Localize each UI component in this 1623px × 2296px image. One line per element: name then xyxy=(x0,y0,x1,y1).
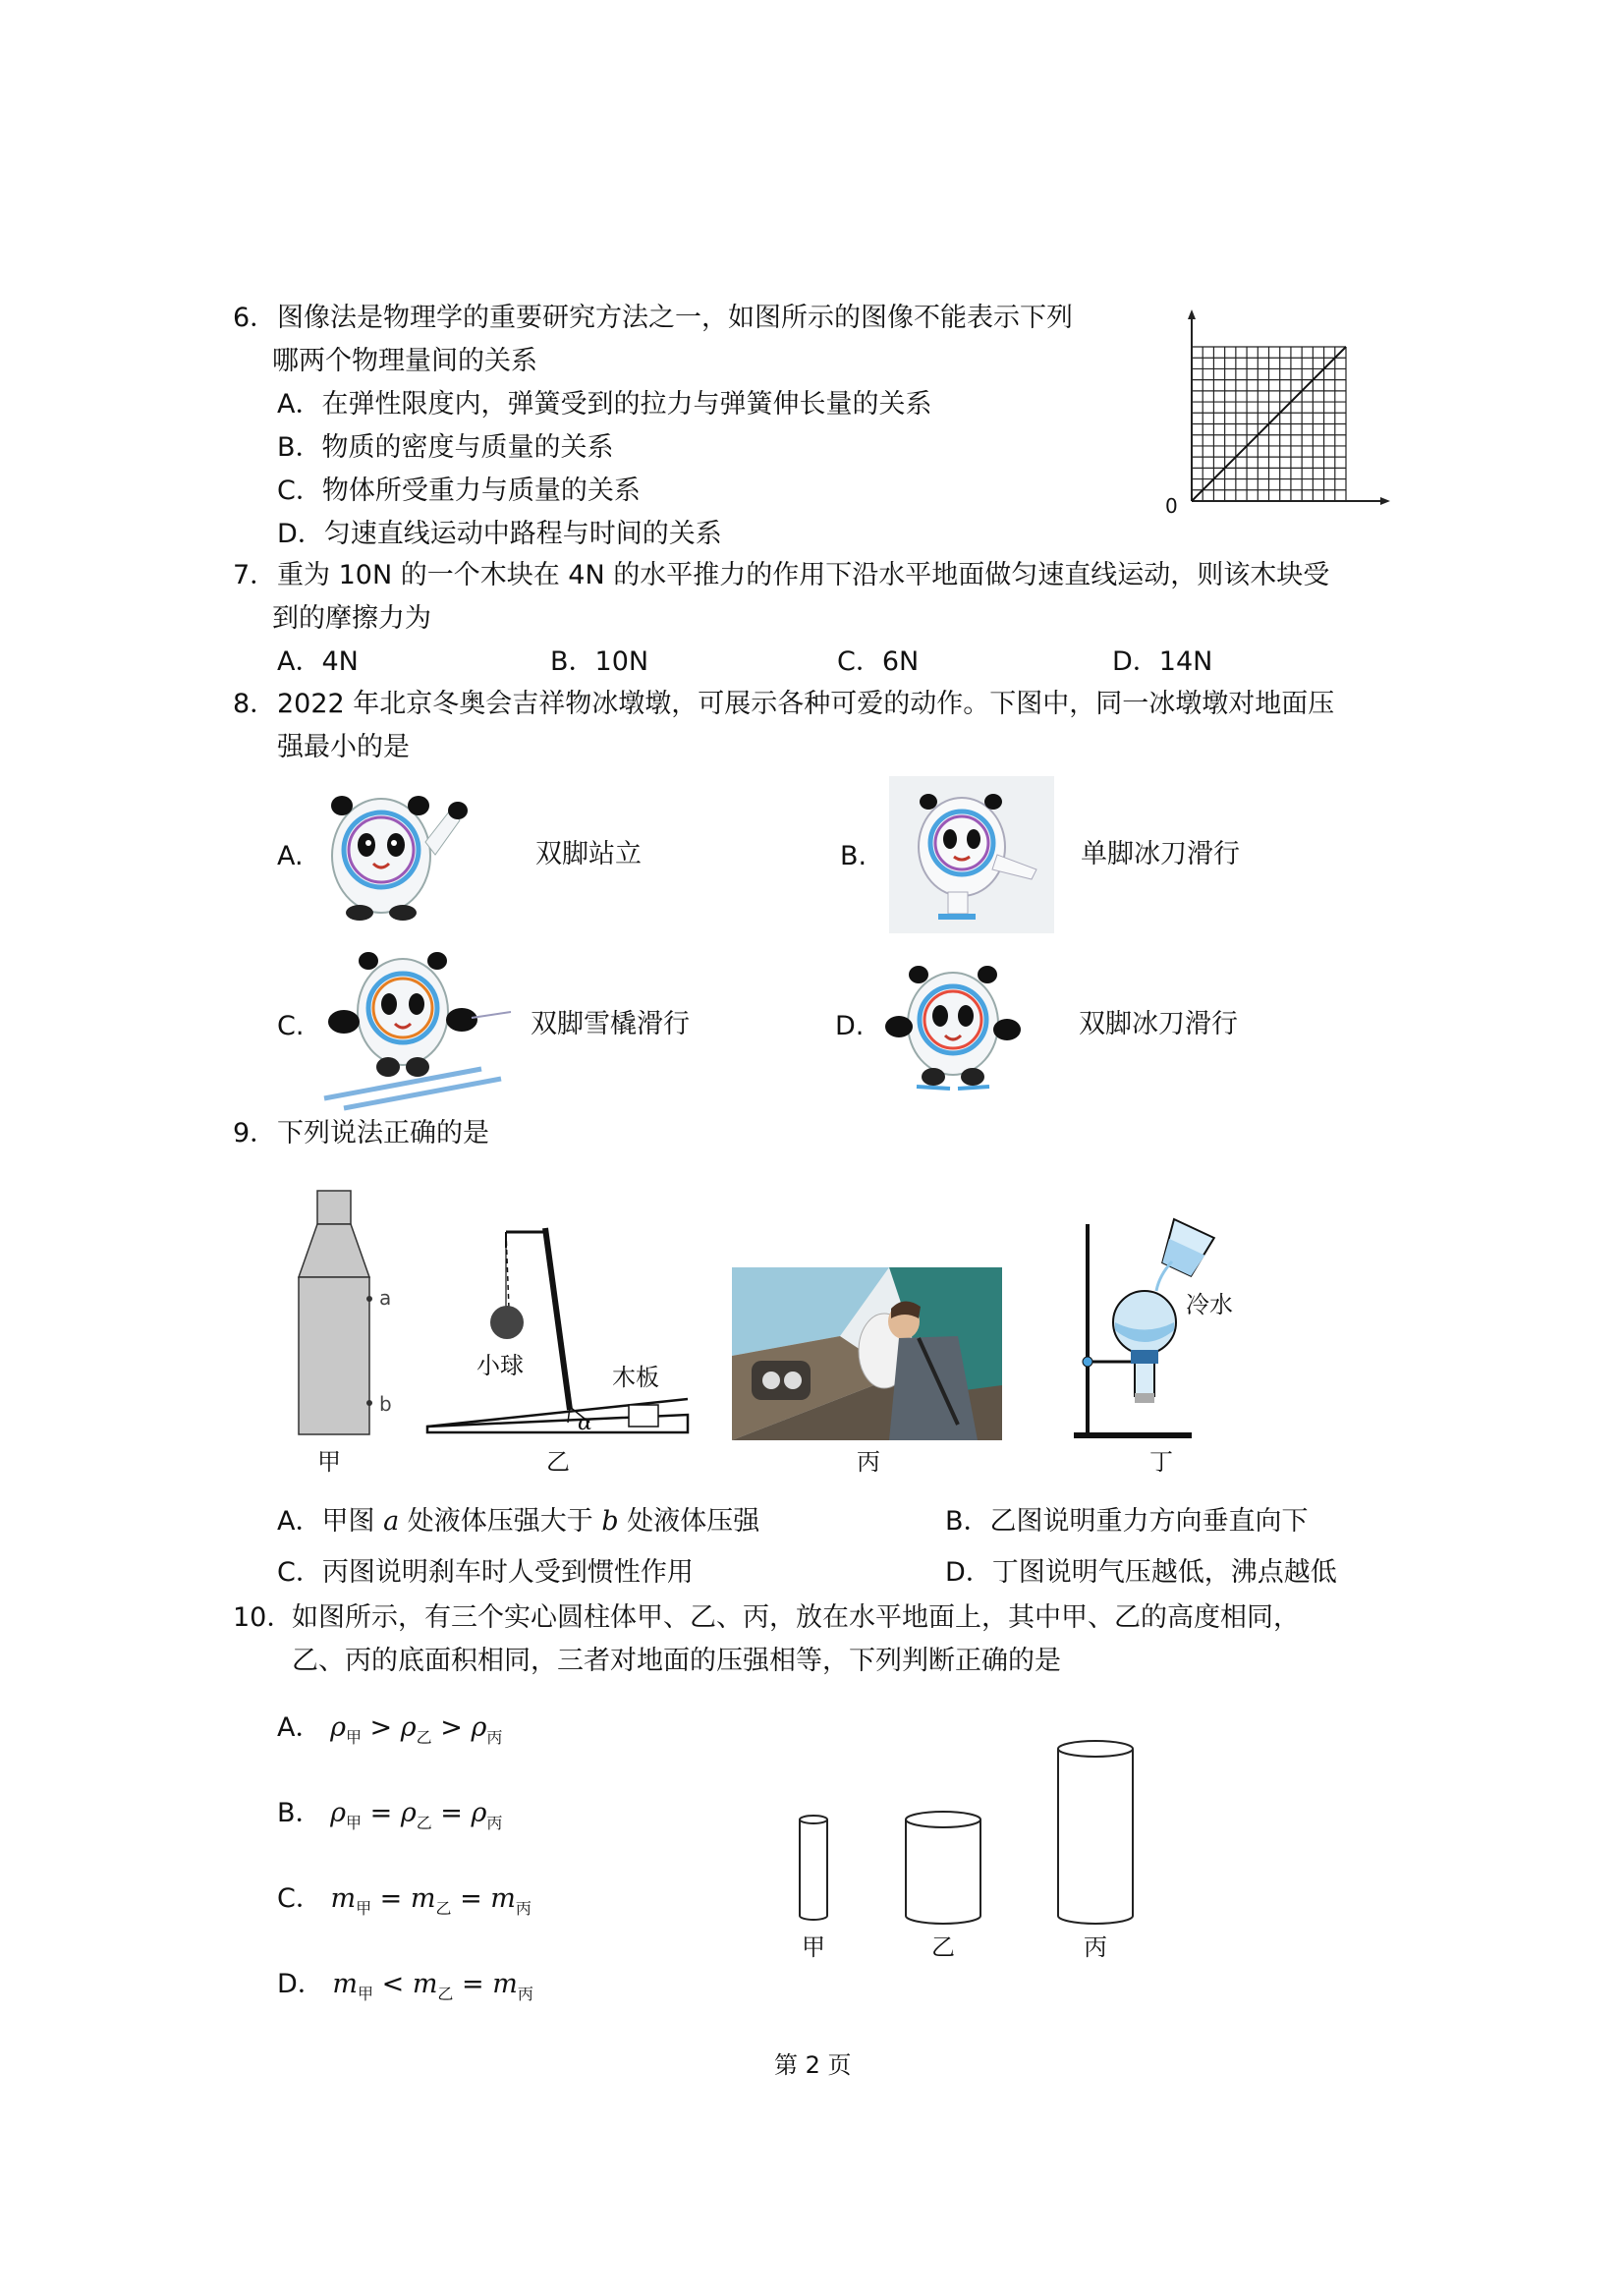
option-label: D． xyxy=(277,1969,324,1999)
q10-option-d[interactable] xyxy=(277,1969,533,2003)
operator: = xyxy=(431,1798,472,1828)
subscript: 乙 xyxy=(416,1728,432,1747)
board-label: 木板 xyxy=(612,1364,659,1391)
cylinder-yi-label: 乙 xyxy=(931,1933,955,1961)
q6-stem-line1: 图像法是物理学的重要研究方法之一，如图所示的图像不能表示下列 xyxy=(277,303,1073,333)
option-text: 丙图说明刹车时人受到惯性作用 xyxy=(321,1557,694,1588)
q7-number: 7． xyxy=(233,560,277,590)
option-text: 匀速直线运动中路程与时间的关系 xyxy=(323,519,722,549)
option-text: 在弹性限度内，弹簧受到的拉力与弹簧伸长量的关系 xyxy=(321,389,932,420)
q10-option-b[interactable] xyxy=(277,1798,503,1832)
option-label: A． xyxy=(277,1506,322,1537)
q6-number: 6． xyxy=(233,303,277,333)
fig-jia-caption: 甲 xyxy=(317,1448,341,1476)
subscript: 乙 xyxy=(435,1899,452,1918)
fig-bing-airbag xyxy=(732,1267,1002,1440)
q8-option-d-label[interactable]: D. xyxy=(835,1011,865,1041)
point-a-label: a xyxy=(379,1286,392,1310)
cylinder-bing-label: 丙 xyxy=(1084,1933,1107,1961)
q10-cylinders-figure xyxy=(786,1739,1159,1965)
symbol: m xyxy=(410,1883,436,1914)
q9-stem: 下列说法正确的是 xyxy=(277,1118,489,1148)
fig-jia-bottle xyxy=(295,1189,413,1464)
option-label: B． xyxy=(550,646,595,677)
option-label: B． xyxy=(277,432,322,463)
symbol: ρ xyxy=(330,1798,346,1828)
q8-option-b-label[interactable]: B. xyxy=(840,841,867,871)
graph-origin-label: 0 xyxy=(1165,494,1178,518)
q9-option-c[interactable] xyxy=(277,1559,694,1586)
var-a: a xyxy=(383,1506,400,1537)
option-label: C． xyxy=(277,1883,322,1914)
operator: = xyxy=(362,1798,401,1828)
q8-option-a-label[interactable]: A. xyxy=(277,841,304,871)
q7-option-d[interactable] xyxy=(1112,648,1212,675)
operator: > xyxy=(361,1712,401,1743)
q6-option-a[interactable] xyxy=(277,391,931,418)
option-label: A． xyxy=(277,389,322,420)
mascot-single-skate-image xyxy=(889,776,1054,933)
operator: < xyxy=(373,1969,413,1999)
q9-number: 9． xyxy=(233,1118,277,1148)
var-b: b xyxy=(601,1506,619,1537)
symbol: ρ xyxy=(400,1712,417,1743)
subscript: 甲 xyxy=(356,1899,372,1918)
option-text: 物体所受重力与质量的关系 xyxy=(321,476,641,506)
q6-option-c[interactable] xyxy=(277,477,641,504)
q10-option-a[interactable] xyxy=(277,1712,503,1747)
q6-option-d[interactable] xyxy=(277,521,722,547)
option-text: 4N xyxy=(321,646,359,677)
symbol: m xyxy=(330,1883,357,1914)
operator: = xyxy=(451,1883,491,1914)
symbol: ρ xyxy=(471,1798,487,1828)
option-label: D． xyxy=(945,1557,992,1588)
symbol: ρ xyxy=(330,1712,346,1743)
option-text: 10N xyxy=(594,646,649,677)
option-text: 6N xyxy=(881,646,920,677)
symbol: m xyxy=(490,1883,516,1914)
symbol: m xyxy=(492,1969,518,1999)
mascot-double-skate-image xyxy=(879,953,1027,1100)
option-label: D． xyxy=(1112,646,1159,677)
subscript: 甲 xyxy=(345,1728,362,1747)
option-label: B． xyxy=(945,1506,990,1537)
q7-option-a[interactable] xyxy=(277,648,359,675)
subscript: 甲 xyxy=(346,1814,363,1832)
q6-stem-line2: 哪两个物理量间的关系 xyxy=(272,346,537,376)
subscript: 乙 xyxy=(437,1985,454,2003)
symbol: ρ xyxy=(400,1798,417,1828)
point-b-label: b xyxy=(379,1392,392,1416)
option-text-mid: 处液体压强大于 xyxy=(399,1506,602,1537)
q8-option-b-text: 单脚冰刀滑行 xyxy=(1081,839,1240,869)
fig-ding-flask xyxy=(1066,1214,1262,1445)
q10-number: 10． xyxy=(233,1602,294,1633)
cylinder-jia-label: 甲 xyxy=(802,1933,825,1961)
option-text: 14N xyxy=(1158,646,1213,677)
subscript: 乙 xyxy=(416,1814,432,1832)
option-label: C． xyxy=(277,476,322,506)
operator: = xyxy=(371,1883,411,1914)
option-label: B． xyxy=(277,1798,322,1828)
q8-stem-line2: 强最小的是 xyxy=(277,732,410,762)
q8-option-c-label[interactable]: C. xyxy=(277,1011,305,1041)
option-label: C． xyxy=(277,1557,322,1588)
subscript: 丙 xyxy=(517,1985,533,2003)
option-text: 乙图说明重力方向垂直向下 xyxy=(989,1506,1309,1537)
q10-stem-line1: 如图所示，有三个实心圆柱体甲、乙、丙，放在水平地面上，其中甲、乙的高度相同， xyxy=(292,1602,1300,1633)
option-label: A． xyxy=(277,1712,322,1743)
option-label: C． xyxy=(837,646,882,677)
fig-yi-plumb-line xyxy=(422,1218,698,1444)
q7-stem-line2: 到的摩擦力为 xyxy=(272,603,431,634)
subscript: 丙 xyxy=(486,1728,503,1747)
ball-label: 小球 xyxy=(476,1352,524,1379)
q9-option-a[interactable] xyxy=(277,1508,759,1535)
q7-option-b[interactable] xyxy=(550,648,648,675)
q6-option-b[interactable] xyxy=(277,434,614,461)
q7-option-c[interactable] xyxy=(837,648,919,675)
symbol: m xyxy=(332,1969,358,1999)
q9-option-b[interactable] xyxy=(945,1508,1309,1535)
option-label: A． xyxy=(277,646,322,677)
operator: = xyxy=(453,1969,493,1999)
symbol: m xyxy=(412,1969,438,1999)
q8-option-d-text: 双脚冰刀滑行 xyxy=(1079,1009,1238,1039)
q8-option-a-text: 双脚站立 xyxy=(535,839,642,869)
operator: > xyxy=(431,1712,472,1743)
q10-option-c[interactable] xyxy=(277,1883,532,1918)
option-text: 丁图说明气压越低，沸点越低 xyxy=(991,1557,1337,1588)
subscript: 丙 xyxy=(486,1814,503,1832)
option-text-pre: 甲图 xyxy=(321,1506,384,1537)
symbol: ρ xyxy=(471,1712,487,1743)
q6-linear-graph xyxy=(1159,309,1385,516)
option-text-post: 处液体压强 xyxy=(618,1506,760,1537)
fig-ding-caption: 丁 xyxy=(1149,1448,1173,1476)
cold-water-label: 冷水 xyxy=(1186,1291,1233,1318)
option-label: D． xyxy=(277,519,324,549)
option-text: 物质的密度与质量的关系 xyxy=(321,432,614,463)
fig-yi-caption: 乙 xyxy=(546,1448,570,1476)
mascot-skiing-image xyxy=(314,941,521,1113)
q8-option-c-text: 双脚雪橇滑行 xyxy=(531,1009,690,1039)
angle-label: α xyxy=(578,1411,592,1435)
mascot-standing-image xyxy=(312,781,470,924)
q8-stem-line1: 2022 年北京冬奥会吉祥物冰墩墩，可展示各种可爱的动作。下图中，同一冰墩墩对地面压 xyxy=(277,689,1335,719)
page-number: 第 2 页 xyxy=(774,2051,852,2079)
q10-stem-line2: 乙、丙的底面积相同，三者对地面的压强相等，下列判断正确的是 xyxy=(292,1646,1061,1676)
q9-option-d[interactable] xyxy=(945,1559,1337,1586)
q8-number: 8． xyxy=(233,689,277,719)
q7-stem-line1: 重为 10N 的一个木块在 4N 的水平推力的作用下沿水平地面做匀速直线运动，则该木块受 xyxy=(277,560,1330,590)
fig-bing-caption: 丙 xyxy=(857,1448,880,1476)
subscript: 甲 xyxy=(358,1985,374,2003)
subscript: 丙 xyxy=(515,1899,532,1918)
